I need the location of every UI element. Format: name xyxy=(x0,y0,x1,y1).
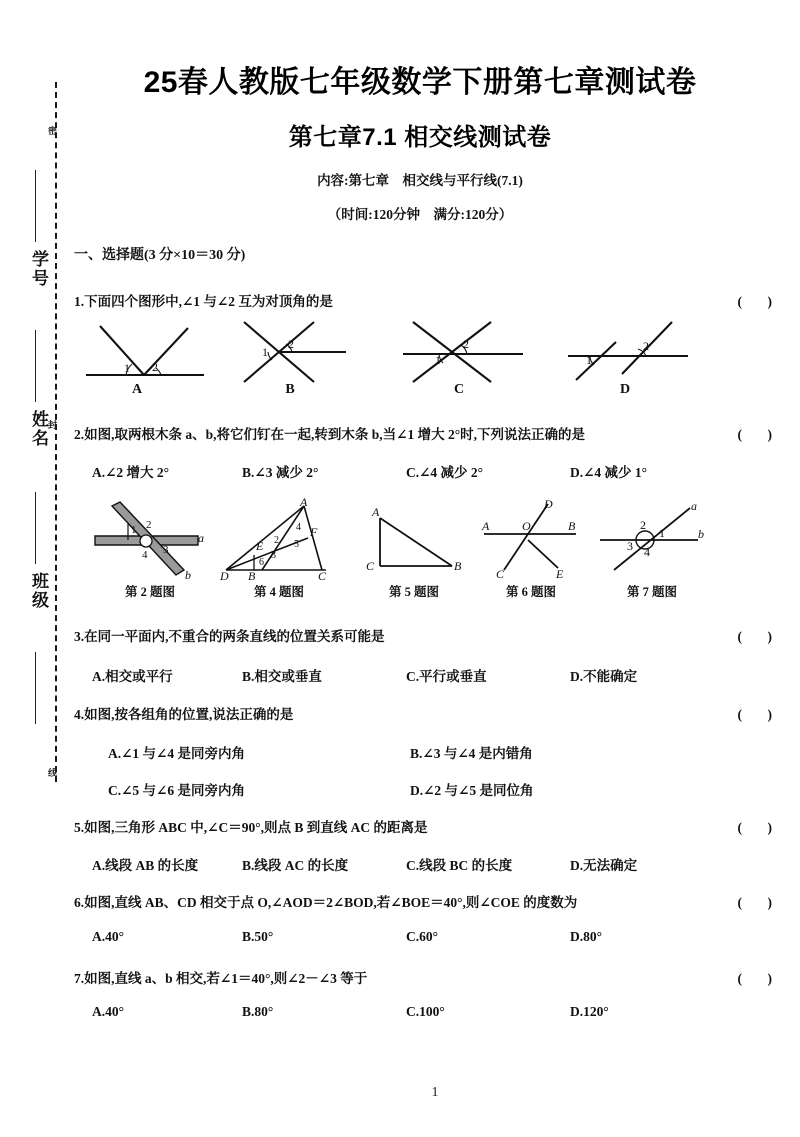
section-heading-multiple-choice: 一、选择题(3 分×10＝30 分) xyxy=(74,248,246,263)
seal-char-0: 密 xyxy=(47,126,57,135)
figure-caption-7: 第 7 题图 xyxy=(626,585,677,599)
svg-text:D: D xyxy=(544,498,553,511)
svg-text:1: 1 xyxy=(586,353,592,367)
svg-text:3: 3 xyxy=(271,550,276,561)
figure-caption-2: 第 2 题图 xyxy=(124,585,175,599)
svg-text:2: 2 xyxy=(463,337,469,351)
figure-question-4 xyxy=(218,498,340,582)
question-4-stem: 4.如图,按各组角的位置,说法正确的是 xyxy=(74,707,294,722)
question-6-option-a[interactable]: A.40° xyxy=(92,929,125,944)
svg-text:E: E xyxy=(256,539,264,553)
seal-char-1: 封 xyxy=(47,420,57,429)
question-3-answer-paren[interactable]: ( ) xyxy=(737,629,778,644)
svg-text:3: 3 xyxy=(163,544,169,556)
question-2-answer-paren[interactable]: ( ) xyxy=(737,427,778,442)
svg-text:1: 1 xyxy=(262,345,268,359)
seal-rule-3 xyxy=(35,652,36,724)
figure-question-2 xyxy=(90,500,210,582)
question-1-choice-letter-a: A xyxy=(131,382,143,397)
question-3-stem: 3.在同一平面内,不重合的两条直线的位置关系可能是 xyxy=(74,629,385,644)
question-3-option-b[interactable]: B.相交或垂直 xyxy=(242,669,322,684)
seal-label-student-number: 学号 xyxy=(29,250,48,288)
question-1-choice-letter-d: D xyxy=(619,382,631,397)
svg-text:a: a xyxy=(691,499,697,513)
svg-text:F: F xyxy=(310,525,318,539)
svg-text:2: 2 xyxy=(288,337,294,351)
question-7-option-a[interactable]: A.40° xyxy=(92,1004,125,1019)
figure-question-6 xyxy=(476,498,586,582)
question-7-option-b[interactable]: B.80° xyxy=(242,1004,274,1019)
seal-rule-1 xyxy=(35,330,36,402)
question-5-option-c[interactable]: C.线段 BC 的长度 xyxy=(406,858,513,873)
page-subtitle: 第七章7.1 相交线测试卷 xyxy=(288,124,552,151)
svg-text:2: 2 xyxy=(274,535,279,546)
svg-text:B: B xyxy=(454,559,462,573)
svg-text:4: 4 xyxy=(142,549,148,561)
question-7-stem: 7.如图,直线 a、b 相交,若∠1＝40°,则∠2－∠3 等于 xyxy=(74,971,368,986)
figure-caption-4: 第 4 题图 xyxy=(253,585,304,599)
seal-char-2: 线 xyxy=(47,768,57,777)
svg-text:E: E xyxy=(556,567,564,581)
question-3-option-c[interactable]: C.平行或垂直 xyxy=(406,669,487,684)
svg-text:5: 5 xyxy=(294,539,299,550)
question-5-answer-paren[interactable]: ( ) xyxy=(737,820,778,835)
question-2-option-d[interactable]: D.∠4 减少 1° xyxy=(570,465,648,480)
question-7-answer-paren[interactable]: ( ) xyxy=(737,971,778,986)
svg-text:3: 3 xyxy=(627,539,633,553)
question-4-option-c[interactable]: C.∠5 与∠6 是同旁内角 xyxy=(108,783,245,798)
question-4-option-b[interactable]: B.∠3 与∠4 是内错角 xyxy=(410,746,533,761)
question-6-option-c[interactable]: C.60° xyxy=(406,929,439,944)
question-5-option-b[interactable]: B.线段 AC 的长度 xyxy=(242,858,349,873)
question-2-option-b[interactable]: B.∠3 减少 2° xyxy=(242,465,319,480)
seal-rule-0 xyxy=(35,170,36,242)
question-1-choice-letter-c: C xyxy=(453,382,465,397)
content-scope-line: 内容:第七章 相交线与平行线(7.1) xyxy=(317,173,523,188)
question-5-option-d[interactable]: D.无法确定 xyxy=(570,858,638,873)
question-1-figure-c xyxy=(395,316,535,388)
figure-question-7 xyxy=(594,498,710,582)
svg-text:1: 1 xyxy=(131,524,137,536)
seal-dashed-line xyxy=(55,82,57,782)
question-2-option-a[interactable]: A.∠2 增大 2° xyxy=(92,465,170,480)
question-6-stem: 6.如图,直线 AB、CD 相交于点 O,∠AOD＝2∠BOD,若∠BOE＝40°,则∠COE 的度数为 xyxy=(74,895,578,910)
svg-text:b: b xyxy=(185,568,191,582)
question-3-option-a[interactable]: A.相交或平行 xyxy=(92,669,173,684)
question-6-answer-paren[interactable]: ( ) xyxy=(737,895,778,910)
seal-rule-2 xyxy=(35,492,36,564)
svg-text:2: 2 xyxy=(152,360,158,374)
question-1-stem: 1.下面四个图形中,∠1 与∠2 互为对顶角的是 xyxy=(74,294,333,309)
question-2-stem: 2.如图,取两根木条 a、b,将它们钉在一起,转到木条 b,当∠1 增大 2°时,下列说法正确的是 xyxy=(74,427,585,442)
question-4-option-d[interactable]: D.∠2 与∠5 是同位角 xyxy=(410,783,534,798)
question-6-option-d[interactable]: D.80° xyxy=(570,929,603,944)
question-5-stem: 5.如图,三角形 ABC 中,∠C＝90°,则点 B 到直线 AC 的距离是 xyxy=(74,820,428,835)
question-3-option-d[interactable]: D.不能确定 xyxy=(570,669,638,684)
svg-text:B: B xyxy=(248,569,256,582)
question-1-figure-d xyxy=(560,316,710,388)
svg-text:2: 2 xyxy=(643,339,649,353)
svg-text:6: 6 xyxy=(259,557,264,568)
question-1-figure-b xyxy=(230,316,360,388)
svg-text:1: 1 xyxy=(124,361,130,375)
svg-text:A: A xyxy=(300,498,308,509)
svg-text:1: 1 xyxy=(435,353,441,367)
svg-text:C: C xyxy=(496,567,505,581)
svg-text:C: C xyxy=(318,569,327,582)
question-7-option-d[interactable]: D.120° xyxy=(570,1004,609,1019)
question-4-answer-paren[interactable]: ( ) xyxy=(737,707,778,722)
svg-text:4: 4 xyxy=(644,545,650,559)
time-score-line: （时间:120分钟 满分:120分） xyxy=(327,207,513,222)
question-7-option-c[interactable]: C.100° xyxy=(406,1004,445,1019)
svg-text:2: 2 xyxy=(640,518,646,532)
exam-page-content xyxy=(70,0,800,1137)
question-4-option-a[interactable]: A.∠1 与∠4 是同旁内角 xyxy=(108,746,245,761)
svg-text:a: a xyxy=(198,531,204,545)
figure-caption-5: 第 5 题图 xyxy=(388,585,439,599)
svg-text:A: A xyxy=(372,505,380,519)
svg-text:1: 1 xyxy=(659,526,665,540)
figure-caption-6: 第 6 题图 xyxy=(505,585,556,599)
svg-text:A: A xyxy=(482,519,490,533)
page-title: 25春人教版七年级数学下册第七章测试卷 xyxy=(143,66,697,99)
svg-text:D: D xyxy=(220,569,229,582)
svg-text:O: O xyxy=(522,519,531,533)
svg-text:2: 2 xyxy=(146,519,152,531)
question-1-figure-a xyxy=(82,320,212,386)
figure-question-5 xyxy=(362,504,466,580)
seal-label-class: 班级 xyxy=(29,572,48,610)
seal-column xyxy=(0,0,70,1137)
question-1-answer-paren[interactable]: ( ) xyxy=(737,294,778,309)
seal-label-name: 姓名 xyxy=(29,410,48,448)
question-2-option-c[interactable]: C.∠4 减少 2° xyxy=(406,465,484,480)
svg-text:4: 4 xyxy=(296,522,301,533)
svg-text:C: C xyxy=(366,559,375,573)
svg-text:B: B xyxy=(568,519,576,533)
svg-text:b: b xyxy=(698,527,704,541)
question-1-choice-letter-b: B xyxy=(285,382,295,397)
question-6-option-b[interactable]: B.50° xyxy=(242,929,274,944)
question-5-option-a[interactable]: A.线段 AB 的长度 xyxy=(92,858,199,873)
page-number: 1 xyxy=(431,1085,439,1100)
